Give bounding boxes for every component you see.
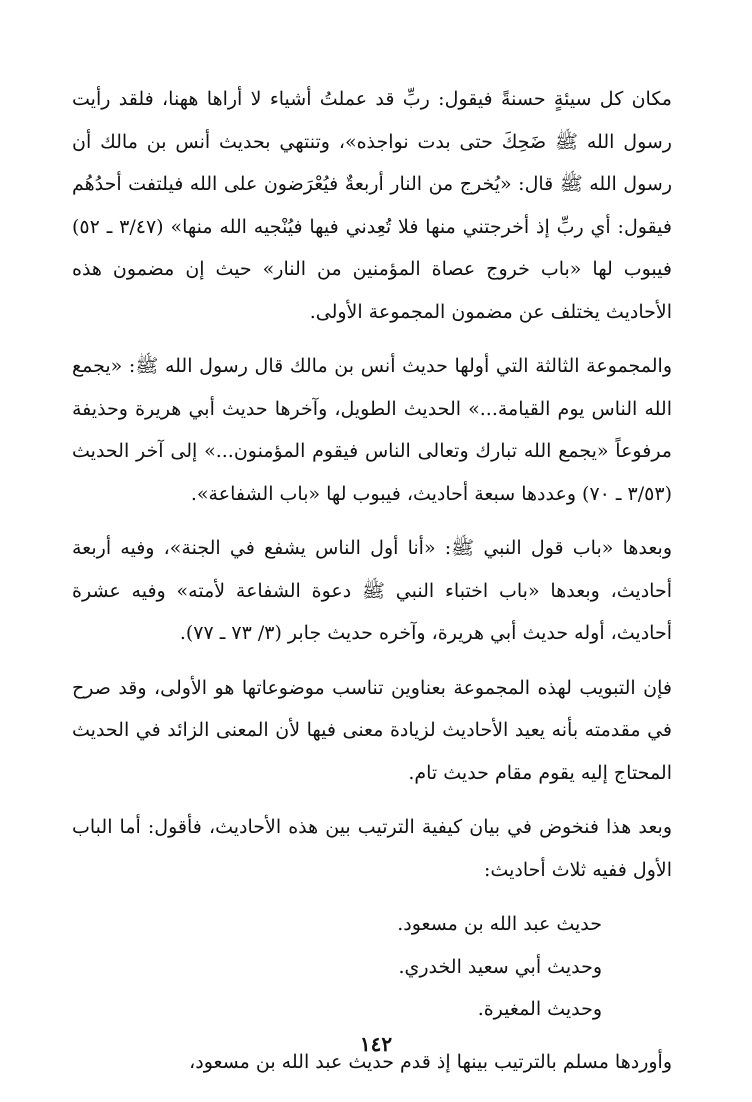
paragraph-2: والمجموعة الثالثة التي أولها حديث أنس بن مالك قال رسول الله ﷺ: «يجمع الله الناس يوم القيامة...» الحديث الطويل، وآخرها حديث أبي هريرة وحذيفة مرفوعاً «يجمع الله تبارك وتعالى الناس فيقوم المؤمنون...» إلى آخر الحديث (٣/٥٣ ـ ٧٠) وعددها سبعة أحاديث، فيبوب لها «باب الشفاعة». (72, 355, 672, 505)
paragraph-3: وبعدها «باب قول النبي ﷺ: «أنا أول الناس يشفع في الجنة»، وفيه أربعة أحاديث، وبعدها «باب اختباء النبي ﷺ دعوة الشفاعة لأمته» وفيه عشرة أحاديث، أوله حديث أبي هريرة، وآخره حديث جابر (٣/ ٧٣ ـ ٧٧). (72, 537, 672, 644)
paragraph-5: وبعد هذا فنخوض في بيان كيفية الترتيب بين هذه الأحاديث، فأقول: أما الباب الأول ففيه ثلاث أحاديث: (72, 816, 672, 881)
closing-paragraph: وأوردها مسلم بالترتيب بينها إذ قدم حديث عبد الله بن مسعود، (189, 1050, 672, 1073)
list-item: حديث عبد الله بن مسعود. (397, 913, 602, 935)
list-item: وحديث المغيرة. (477, 998, 602, 1020)
page-body (72, 78, 672, 1083)
hadith-list (72, 903, 672, 1031)
paragraph-4: فإن التبويب لهذه المجموعة بعناوين تناسب موضوعاتها هو الأولى، وقد صرح في مقدمته بأنه يعيد الأحاديث لزيادة معنى فيها لأن المعنى الزائد في الحديث المحتاج إليه يقوم مقام حديث تام. (72, 676, 672, 784)
page-number: ١٤٢ (359, 1032, 393, 1056)
list-item: وحديث أبي سعيد الخدري. (398, 955, 602, 978)
paragraph-1: مكان كل سيئةٍ حسنةً فيقول: ربِّ قد عملتُ أشياء لا أراها ههنا، فلقد رأيت رسول الله ﷺ ضَحِكَ حتى بدت نواجذه»، وتنتهي بحديث أنس بن مالك أن رسول الله ﷺ قال: «يُخرج من النار أربعةٌ فيُعْرَضون على الله فيلتفت أحدُهُم فيقول: أي ربِّ إذ أخرجتني منها فلا تُعِدني فيها فيُنْجيه الله منها» (٣/٤٧ ـ ٥٢) فيبوب لها «باب خروج عصاة المؤمنين من النار» حيث إن مضمون هذه الأحاديث يختلف عن مضمون المجموعة الأولى. (72, 88, 672, 323)
